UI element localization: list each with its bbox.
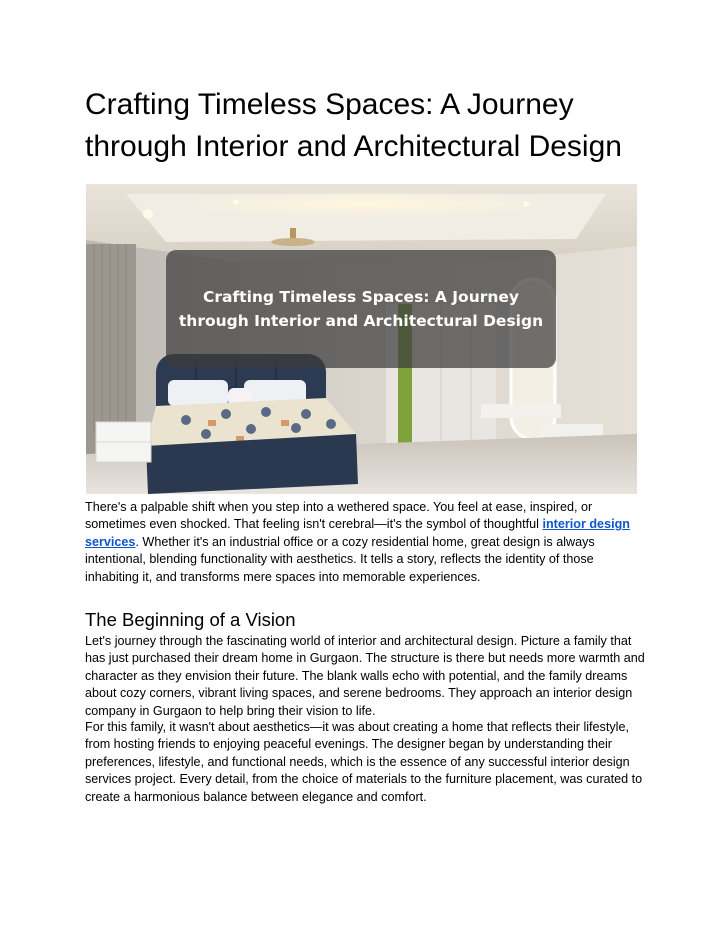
- hero-overlay-title: Crafting Timeless Spaces: A Journey through Interior and Architectural Design: [178, 288, 544, 330]
- intro-text-before-link: There's a palpable shift when you step into a wethered space. You feel at ease, inspired, or sometimes even shocked. That feeling isn't cerebral—it's the symbol of thoughtful: [85, 500, 593, 532]
- section-paragraph-2: For this family, it wasn't about aesthetics—it was about creating a home that reflects their lifestyle, from hosting friends to enjoying peaceful evenings. The designer began by understanding their preferences, lifestyle, and functional needs, which is the essence of any successful interior design services project. Every detail, from the choice of materials to the furniture placement, was curated to create a harmonious balance between elegance and comfort.: [85, 720, 643, 804]
- document-title: Crafting Timeless Spaces: A Journey through Interior and Architectural Design: [85, 88, 622, 163]
- section-heading: The Beginning of a Vision: [85, 609, 296, 630]
- hero-image: [86, 184, 637, 494]
- hero-overlay: [166, 250, 556, 368]
- intro-text-after-link: . Whether it's an industrial office or a cozy residential home, great design is always intentional, blending functionality with aesthetics. It tells a story, reflects the identity of those inhabiting it, and transforms mere spaces into memorable experiences.: [85, 534, 595, 584]
- interior-design-services-link[interactable]: interior design services: [85, 517, 630, 549]
- intro-paragraph: [85, 499, 645, 586]
- section-paragraph-1: Let's journey through the fascinating world of interior and architectural design. Picture a family that has just purchased their dream home in Gurgaon. The structure is there but needs more warmth and character as they envision their future. The blank walls echo with potential, and the family dreams about cozy corners, vibrant living spaces, and serene bedrooms. They approach an interior design company in Gurgaon to help bring their vision to life.: [85, 634, 645, 718]
